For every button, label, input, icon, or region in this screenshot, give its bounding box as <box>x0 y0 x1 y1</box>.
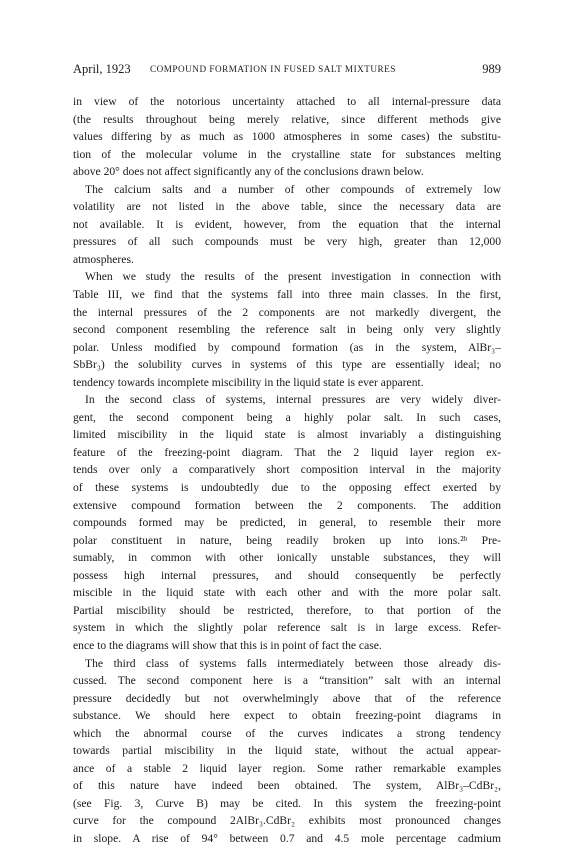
text-line: pressure decidedly but not overwhelmingly above that of the reference <box>73 691 501 705</box>
text-line: cussed. The second component here is a “transition” salt with an internal <box>73 674 501 688</box>
text-line: second component resembling the reference salt in being only very slightly <box>73 323 501 337</box>
text-line: (see Fig. 3, Curve B) may be cited. In this system the freezing-point <box>73 796 501 810</box>
text-line: extensive compound formation between the 2 components. The addition <box>73 498 501 512</box>
page-number: 989 <box>482 62 501 76</box>
text-line: pressures of all such compounds must be very high, greater than 12,000 <box>73 235 501 249</box>
text-line: towards partial miscibility in the liquid state, without the actual appear- <box>73 744 501 758</box>
text-line: When we study the results of the present investigation in connection with <box>85 270 501 284</box>
text-line: sumably, in common with other ionically unstable substances, they will <box>73 551 501 565</box>
text-line: of these systems is undoubtedly due to the opposing effect exerted by <box>73 481 501 495</box>
text-line: gent, the second component being a highly polar salt. In such cases, <box>73 410 501 424</box>
text-line: Table III, we find that the systems fall into three main classes. In the first, <box>73 288 501 302</box>
header-date: April, 1923 <box>73 62 131 76</box>
text-line: limited miscibility in the liquid state is almost invariably a distinguishing <box>73 428 501 442</box>
text-line: ance of a stable 2 liquid layer region. Some rather remarkable examples <box>73 761 501 775</box>
text-line: in view of the notorious uncertainty attached to all internal-pressure data <box>73 95 501 108</box>
text-line: compounds formed may be predicted, in general, to resemble their more <box>73 516 501 530</box>
text-line: volatility are not listed in the above table, since the necessary data are <box>73 200 501 214</box>
text-line: In the second class of systems, internal pressures are very widely diver- <box>85 393 501 407</box>
document-page <box>73 62 501 848</box>
text-line: tendency towards incomplete miscibility in the liquid state is ever apparent. <box>73 375 424 389</box>
text-line: curve for the compound 2AlBr₃.CdBr₂ exhibits most pronounced changes <box>73 814 501 828</box>
text-line: in slope. A rise of 94° between 0.7 and 4.5 mole percentage cadmium <box>73 831 501 845</box>
text-line: ence to the diagrams will show that this is in point of fact the case. <box>73 638 382 652</box>
text-line: feature of the freezing-point diagram. That the 2 liquid layer region ex- <box>73 445 501 459</box>
header-title: COMPOUND FORMATION IN FUSED SALT MIXTURES <box>150 64 396 74</box>
text-line: of this nature have indeed been obtained. The system, AlBr₃–CdBr₂, <box>73 779 501 793</box>
text-line: system in which the slightly polar reference salt is in large excess. Refer- <box>73 621 501 635</box>
text-line: The calcium salts and a number of other compounds of extremely low <box>85 182 501 196</box>
text-line: atmospheres. <box>73 252 134 266</box>
text-line: SbBr₃) the solubility curves in systems of this type are essentially ideal; no <box>73 358 501 372</box>
text-line: tion of the molecular volume in the crystalline state for substances melting <box>73 147 501 161</box>
body-text <box>73 93 501 848</box>
running-header <box>73 62 501 82</box>
text-line: which the abnormal course of the curves indicates a strong tendency <box>73 726 501 740</box>
text-line: above 20° does not affect significantly any of the conclusions drawn below. <box>73 165 424 179</box>
text-line: values differing by as much as 1000 atmospheres in some cases) the substitu- <box>73 130 501 144</box>
text-line: possess high internal pressures, and should consequently be perfectly <box>73 568 501 582</box>
text-line: substance. We should here expect to obtain freezing-point diagrams in <box>73 709 501 723</box>
text-line: polar. Unless modified by compound formation (as in the system, AlBr₃– <box>73 340 501 354</box>
text-line: polar constituent in nature, being readily broken up into ions.²ᵇ Pre- <box>73 533 501 547</box>
text-line: not available. It is evident, however, from the equation that the internal <box>73 217 501 231</box>
text-line: the internal pressures of the 2 components are not markedly divergent, the <box>73 305 501 319</box>
text-line: Partial miscibility should be restricted, therefore, to that portion of the <box>73 603 501 617</box>
text-line: miscible in the liquid state with each other and with the more polar salt. <box>73 586 501 600</box>
text-line: (the results throughout being merely relative, since different methods give <box>73 112 501 126</box>
text-line: tends over only a comparatively short composition interval in the majority <box>73 463 501 477</box>
text-line: The third class of systems falls intermediately between those already dis- <box>85 656 501 670</box>
